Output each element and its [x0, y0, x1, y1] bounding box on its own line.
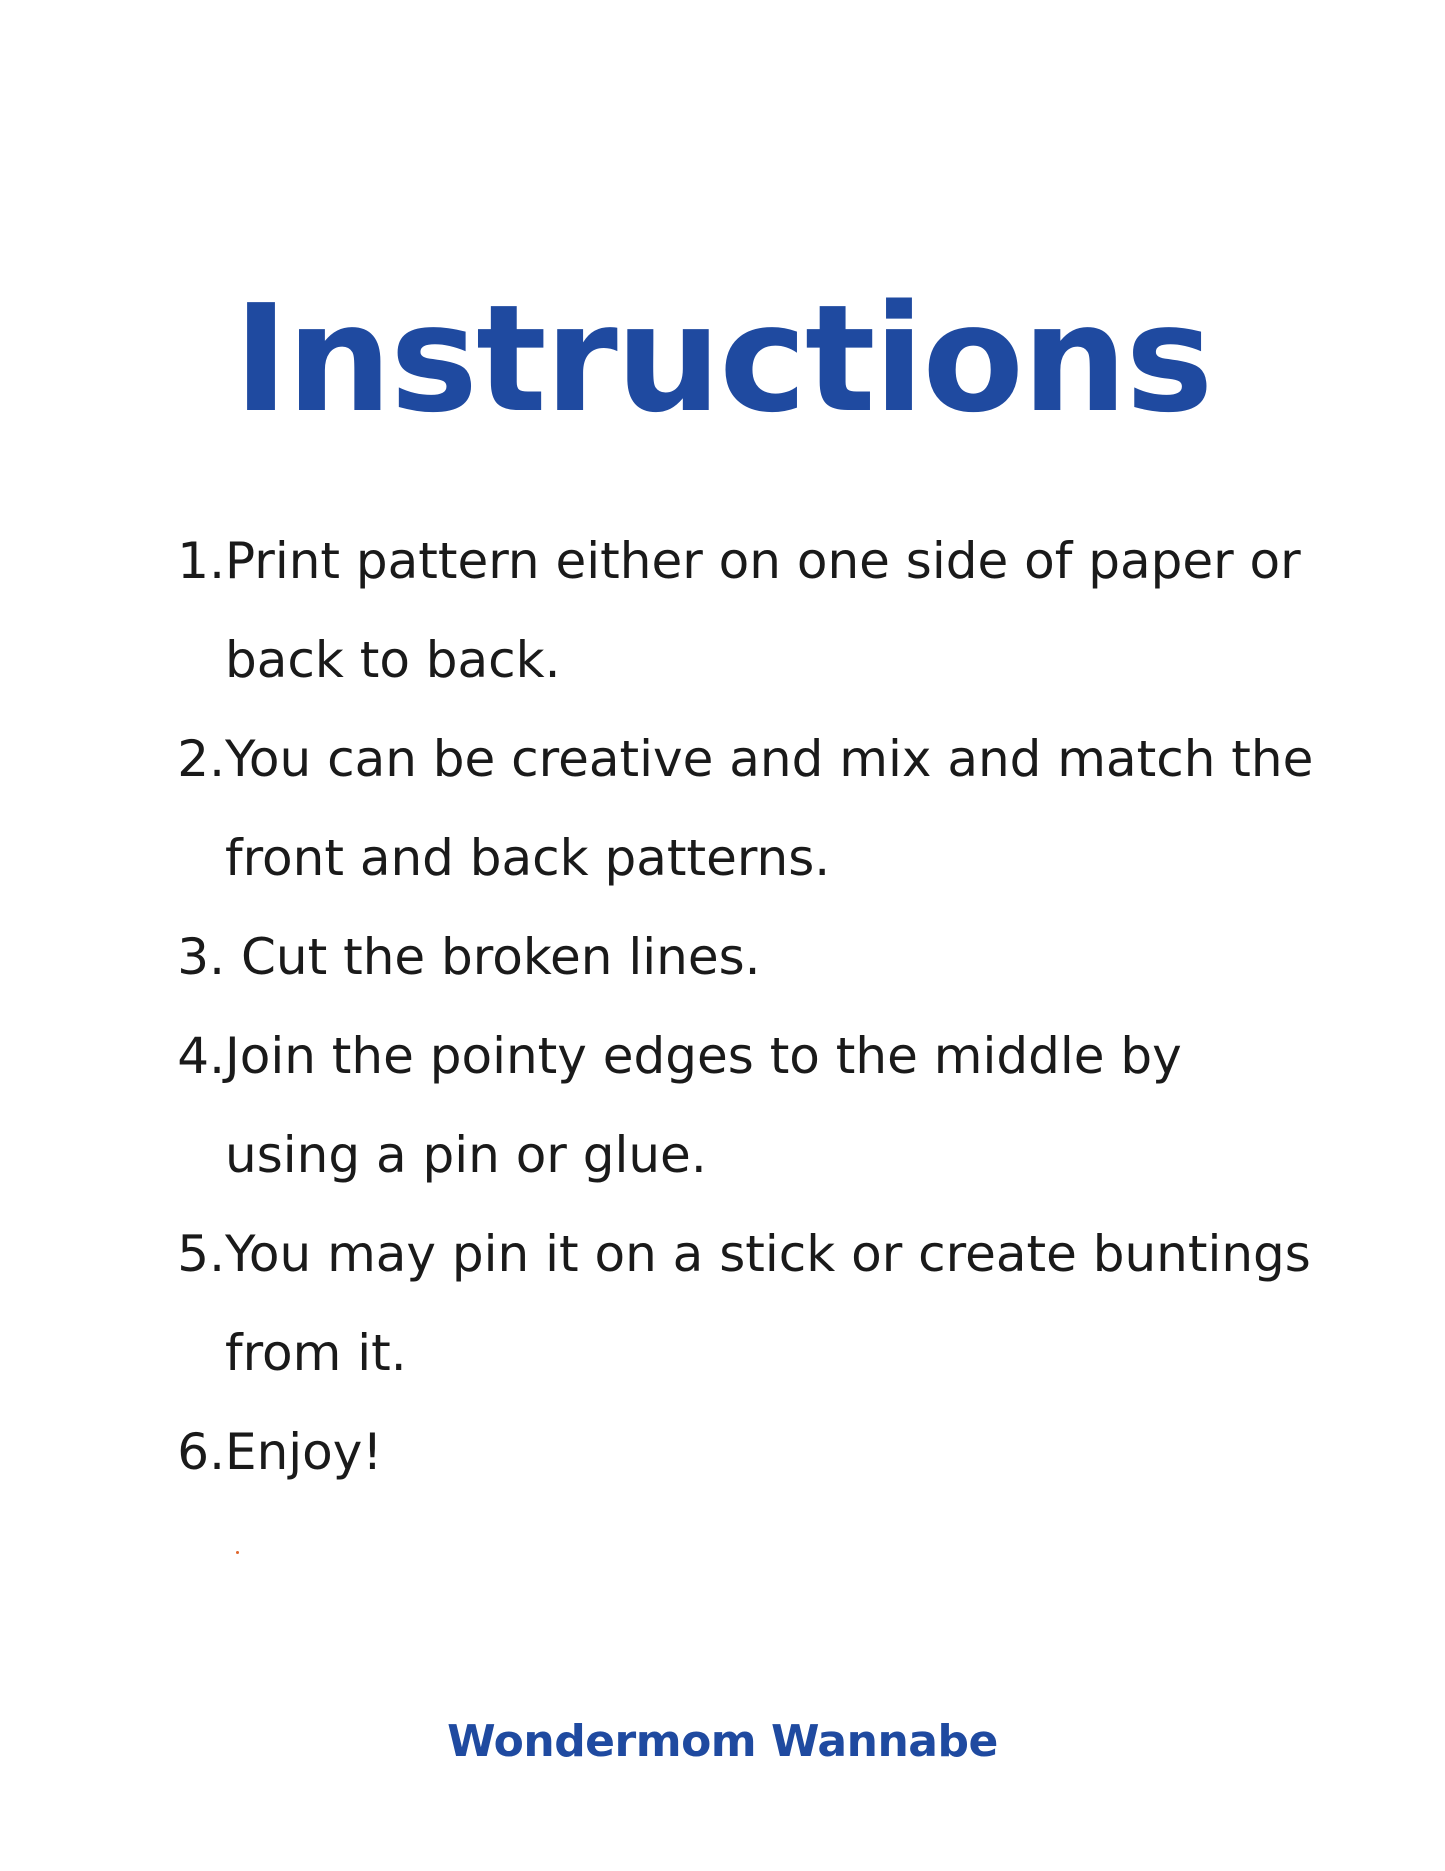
instruction-step-5 [170, 1205, 1327, 1403]
step-number: 2. [177, 730, 225, 788]
page-title: Instructions [233, 273, 1212, 446]
instruction-step-3 [170, 908, 1320, 1007]
instruction-list [170, 512, 1330, 1502]
step-text: You may pin it on a stick or create buntings from it. [225, 1225, 1327, 1382]
step-text: Cut the broken lines. [241, 928, 761, 986]
instruction-step-1 [170, 512, 1320, 710]
brand-footer: Wondermom Wannabe [447, 1716, 998, 1767]
step-number: 6. [177, 1423, 225, 1481]
instruction-step-2 [170, 710, 1330, 908]
step-number: 1. [177, 532, 225, 590]
step-number: 5. [177, 1225, 225, 1283]
instruction-step-4 [170, 1007, 1320, 1205]
step-number: 4. [177, 1027, 225, 1085]
instruction-step-6 [170, 1403, 1320, 1502]
step-text: You can be creative and mix and match the front and back patterns. [225, 730, 1330, 887]
step-text: Enjoy! [225, 1423, 383, 1481]
step-number: 3. [177, 928, 225, 986]
step-text: Join the pointy edges to the middle by using a pin or glue. [225, 1027, 1198, 1184]
step-text: Print pattern either on one side of paper or back to back. [225, 532, 1317, 689]
decorative-speck [236, 1551, 239, 1554]
